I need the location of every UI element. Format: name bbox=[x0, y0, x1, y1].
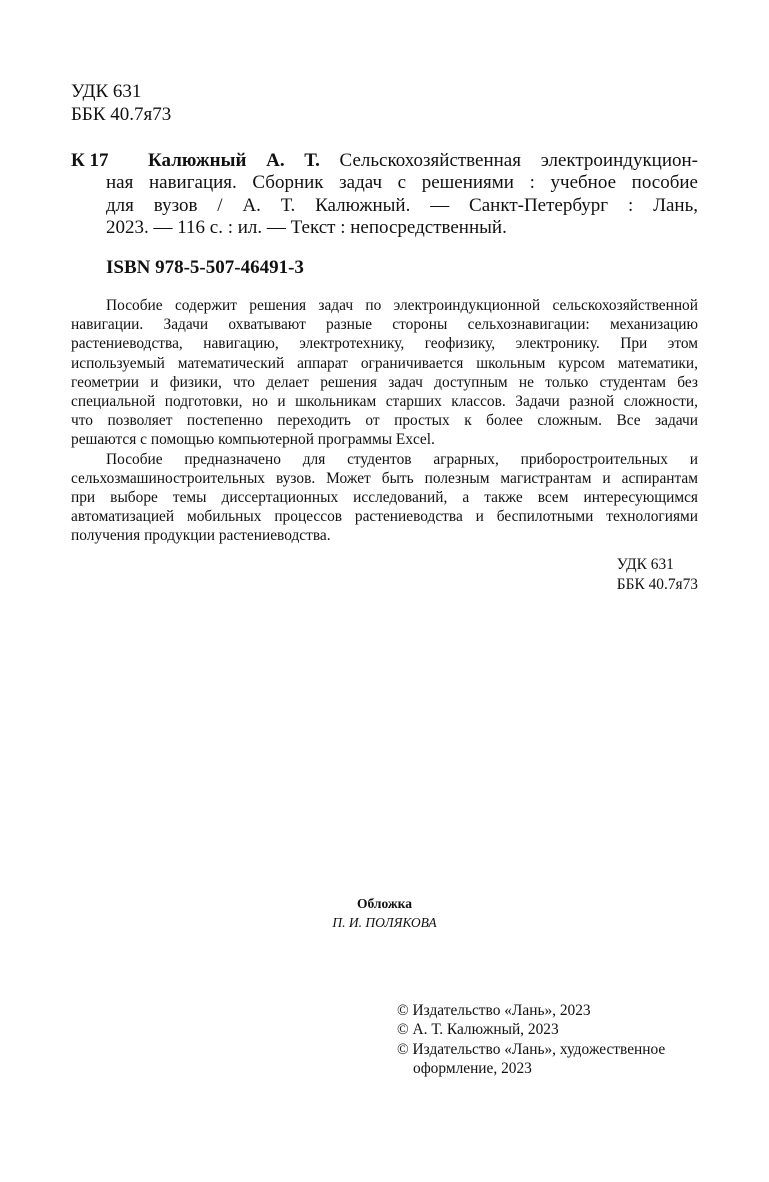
copyright-line: © Издательство «Лань», 2023 bbox=[397, 1002, 591, 1019]
annotation-paragraph-1 bbox=[71, 296, 698, 450]
copyright-line: © А. Т. Калюжный, 2023 bbox=[397, 1021, 559, 1039]
cover-credit bbox=[0, 894, 769, 932]
copyright-block bbox=[397, 1001, 697, 1078]
author-name: Калюжный А. Т. bbox=[148, 150, 320, 171]
annotation-line: Пособие содержит решения задач по электроиндукционной сельскохозяйственной bbox=[106, 297, 698, 314]
classification-header bbox=[71, 80, 171, 126]
annotation-line: специальной подготовки, но и школьникам старших классов. Задачи разной сложности, bbox=[71, 393, 698, 411]
bbk-code-footer: ББК 40.7я73 bbox=[616, 576, 698, 593]
copyright-line: © Издательство «Лань», художественное bbox=[397, 1040, 666, 1058]
annotation-line: геометрии и физики, что делает решения задач доступным не только студентам без bbox=[71, 373, 698, 391]
udk-code: УДК 631 bbox=[71, 81, 142, 102]
cover-designer: П. И. ПОЛЯКОВА bbox=[332, 915, 437, 930]
annotation-line: автоматизацией мобильных процессов растениеводства и беспилотными технологиями bbox=[71, 508, 698, 526]
annotation-line: навигации. Задачи охватывают разные стороны сельхознавигации: механизацию bbox=[71, 316, 698, 334]
bibliographic-line: ная навигация. Сборник задач с решениями : учебное пособие bbox=[106, 172, 698, 194]
udk-code-footer: УДК 631 bbox=[616, 556, 674, 573]
bbk-code: ББК 40.7я73 bbox=[71, 104, 172, 125]
bibliographic-record bbox=[71, 150, 698, 239]
annotation-line: растениеводства, навигацию, электротехнику, геофизику, электронику. При этом bbox=[71, 335, 698, 353]
annotation-line: сельхозмашиностроительных вузов. Может быть полезным магистрантам и аспирантам bbox=[71, 469, 698, 487]
copyright-line: оформление, 2023 bbox=[413, 1059, 532, 1077]
annotation bbox=[71, 296, 698, 546]
bibliographic-line: 2023. — 116 с. : ил. — Текст : непосредственный. bbox=[106, 216, 507, 238]
bibliographic-description bbox=[106, 150, 699, 239]
bibliographic-line: для вузов / А. Т. Калюжный. — Санкт-Петербург : Лань, bbox=[106, 194, 698, 216]
annotation-line: решаются с помощью компьютерной программы Excel. bbox=[71, 431, 435, 449]
annotation-line: Пособие предназначено для студентов аграрных, приборостроительных и bbox=[106, 450, 698, 468]
annotation-line: что позволяет постепенно переходить от простых к более сложным. Все задачи bbox=[71, 412, 698, 430]
annotation-line: используемый математический аппарат ограничивается школьным курсом математики, bbox=[71, 354, 698, 372]
cover-label: Обложка bbox=[356, 896, 412, 911]
author-mark: К 17 bbox=[71, 150, 109, 171]
isbn: ISBN 978-5-507-46491-3 bbox=[106, 257, 304, 278]
annotation-line: при выборе темы диссертационных исследований, а также всем интересующимся bbox=[71, 489, 698, 507]
annotation-paragraph-2 bbox=[71, 450, 698, 546]
bibliographic-line: Калюжный А. Т. Сельскохозяйственная электроиндукцион- bbox=[148, 150, 699, 171]
classification-footer bbox=[617, 555, 698, 595]
annotation-line: получения продукции растениеводства. bbox=[71, 527, 331, 545]
